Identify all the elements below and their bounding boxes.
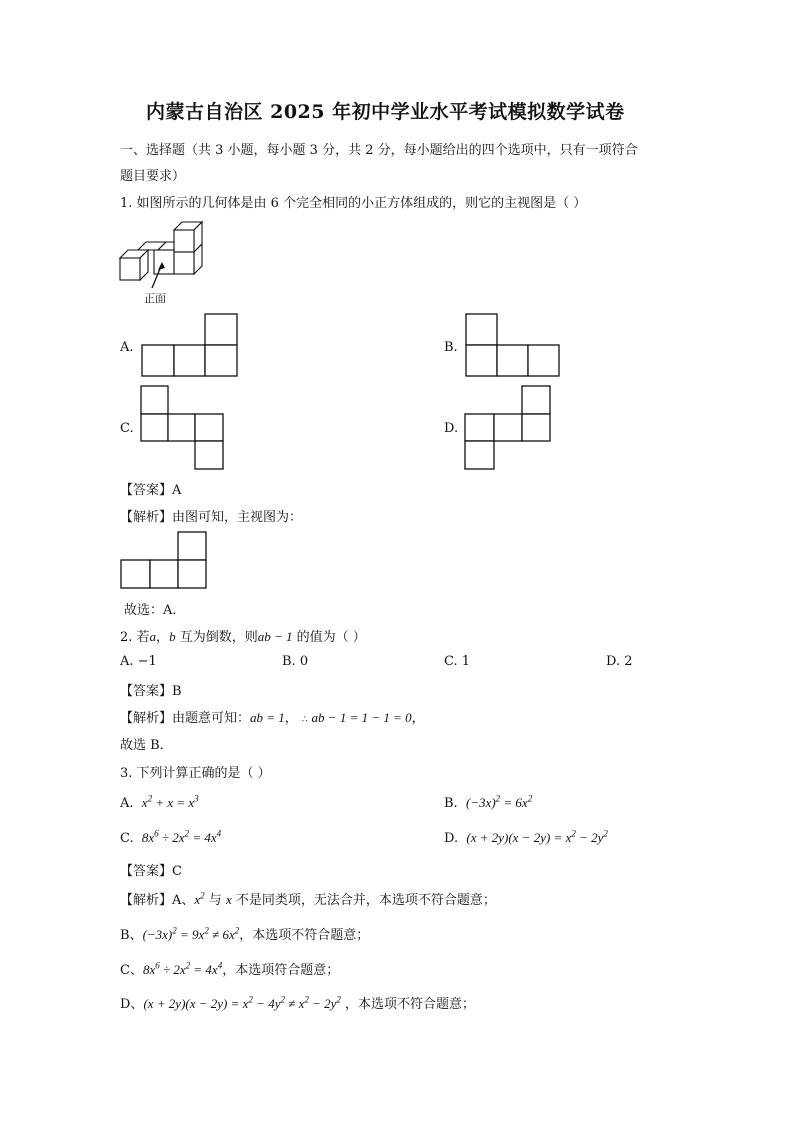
q3-analysis-b: B、$(-3x)^2 = 9x^2 \ne 6x^2$，本选项不符合题意； <box>120 925 370 943</box>
q1-analysis: 【解析】由图可知，主视图为： <box>120 510 303 525</box>
q3-option-a: A. $x^2 + x = x^3$ <box>120 793 199 811</box>
q1-option-d-label: D. <box>444 421 459 436</box>
therefore-symbol: ∴ <box>301 715 308 725</box>
q1-option-d-figure <box>464 385 552 471</box>
q3-analysis-d: D、$(x + 2y)(x - 2y) = x^2 - 4y^2 \ne x^2 - 2y^2$ ，本选项不符合题意； <box>120 994 476 1012</box>
q1-option-a-label: A. <box>120 340 134 355</box>
cube-solid-figure <box>118 218 218 288</box>
q2-stem: 2. 若a，b 互为倒数，则ab − 1 的值为（ ） <box>120 629 366 645</box>
q1-main-view-figure <box>120 531 210 591</box>
section-header-line1: 一、选择题（共 3 小题，每小题 3 分，共 2 分，每小题给出的四个选项中，只有一项符合 <box>120 143 638 158</box>
q2-option-c: C. 1 <box>444 654 471 669</box>
q1-answer: 【答案】A <box>120 483 182 498</box>
q3-stem: 3. 下列计算正确的是（ ） <box>120 766 271 781</box>
q1-conclusion: 故选：A． <box>124 603 186 618</box>
q2-option-d: D. 2 <box>606 654 633 669</box>
q2-var-a: a <box>149 629 157 644</box>
section-header-line2: 题目要求） <box>120 169 186 184</box>
q2-option-b: B. 0 <box>282 654 309 669</box>
q2-answer: 【答案】B <box>120 684 182 699</box>
q3-option-d: D. $(x + 2y)(x - 2y) = x^2 - 2y^2$ <box>444 828 608 846</box>
q2-analysis: 【解析】由题意可知：ab = 1， ∴ ab − 1 = 1 − 1 = 0， <box>120 710 425 726</box>
q1-option-c-figure <box>140 385 226 471</box>
q3-analysis-a: 【解析】A、$x^2$ 与 x 不是同类项，无法合并，本选项不符合题意； <box>120 890 496 908</box>
page-title: 内蒙古自治区 2025 年初中学业水平考试模拟数学试卷 <box>146 101 625 123</box>
q3-option-c: C. $8x^6 \div 2x^2 = 4x^4$ <box>120 828 222 846</box>
q2-option-a: A. −1 <box>120 654 157 669</box>
q1-option-b-figure <box>465 313 561 377</box>
q2-conclusion: 故选 B． <box>120 738 173 753</box>
q3-analysis-c: C、$8x^6 \div 2x^2 = 4x^4$，本选项符合题意； <box>120 960 340 978</box>
q1-stem: 1. 如图所示的几何体是由 6 个完全相同的小正方体组成的，则它的主视图是（ ） <box>120 196 587 211</box>
front-label: 正面 <box>144 292 166 305</box>
q3-option-b: B. $(-3x)^2 = 6x^2$ <box>444 793 533 811</box>
q1-option-c-label: C. <box>120 421 134 436</box>
q2-var-b: b <box>169 629 176 644</box>
q1-option-b-label: B. <box>444 340 458 355</box>
q1-option-a-figure <box>141 313 239 377</box>
q2-expr: ab − 1 <box>257 629 293 644</box>
q3-answer: 【答案】C <box>120 864 182 879</box>
